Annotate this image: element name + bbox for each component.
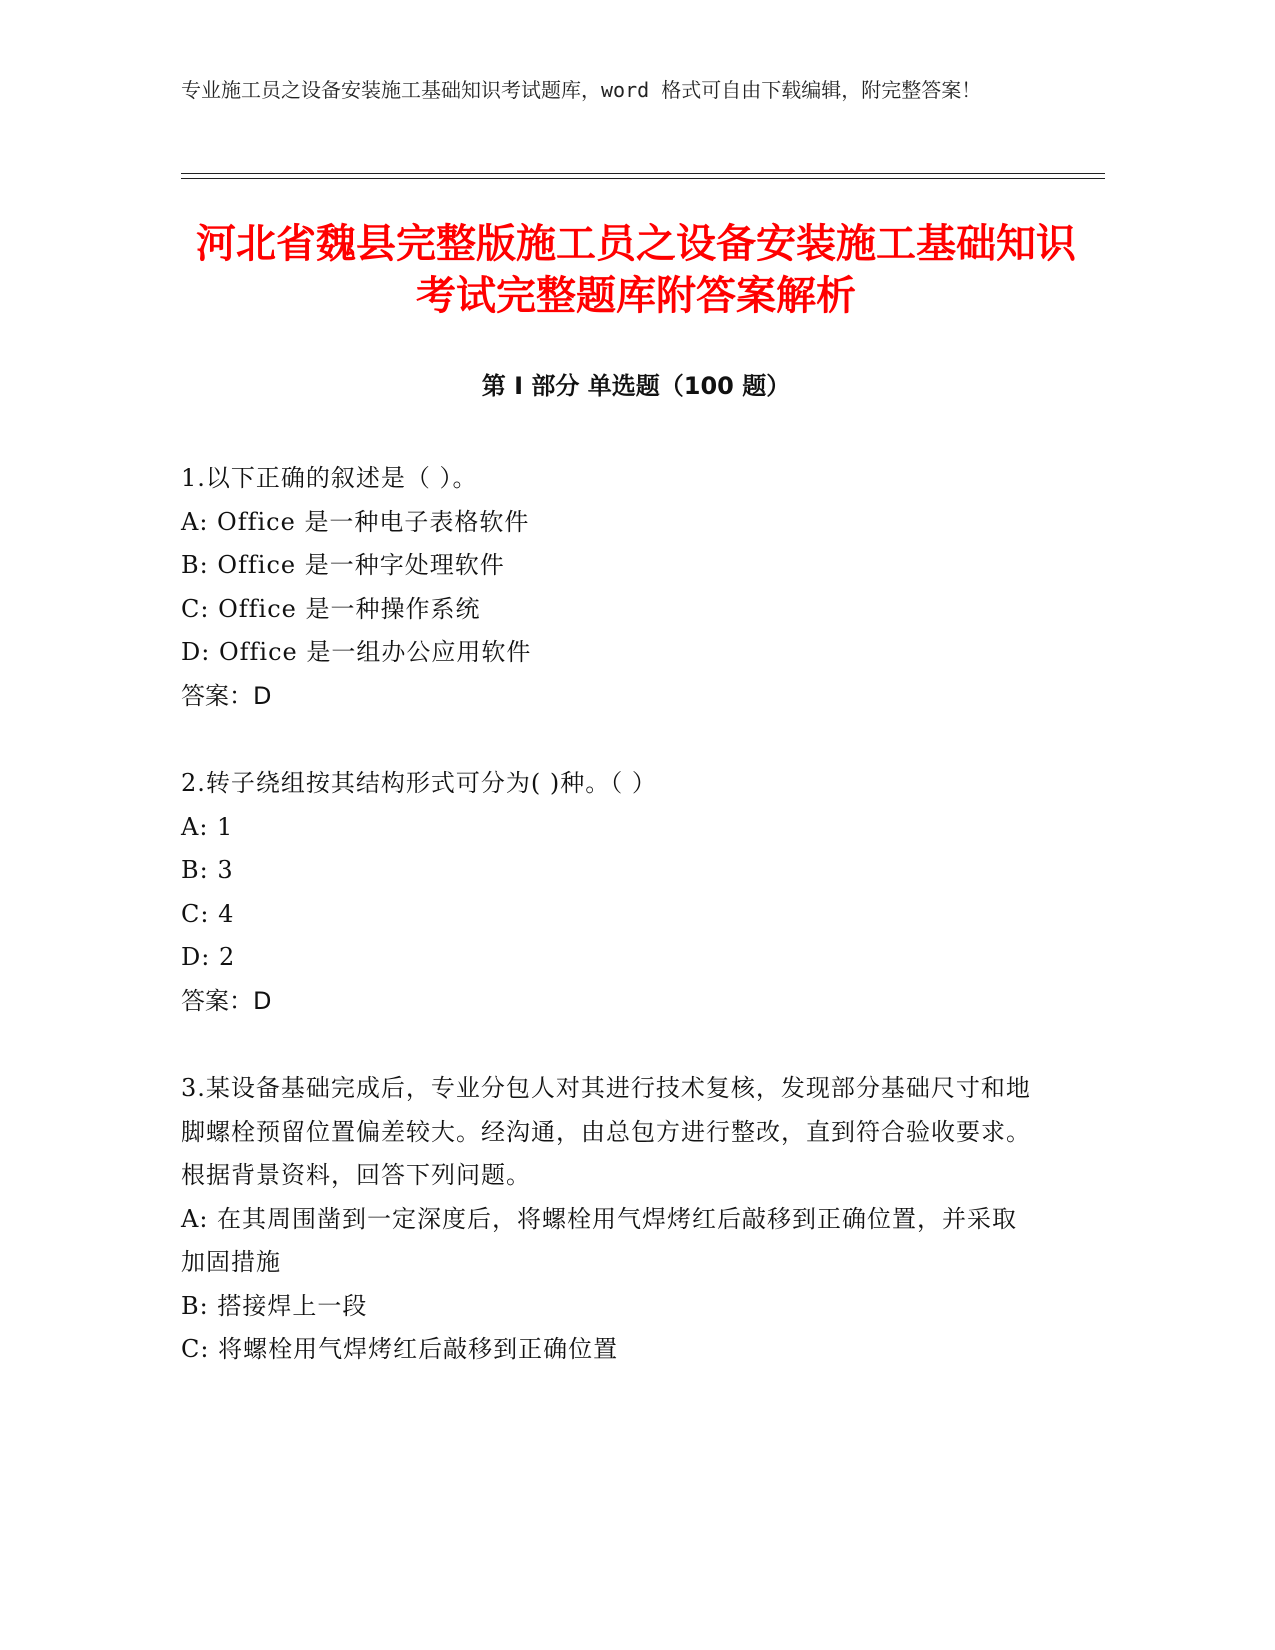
option-c: C: 将螺栓用气焊烤红后敲移到正确位置 [181, 1335, 619, 1363]
header-divider-top [181, 173, 1105, 174]
option-a: A: Office 是一种电子表格软件 [181, 507, 530, 536]
question-stem: 3.某设备基础完成后，专业分包人对其进行技术复核，发现部分基础尺寸和地脚螺栓预留位置偏差较大。经沟通，由总包方进行整改，直到符合验收要求。根据背景资料，回答下列问题。 [181, 1074, 1031, 1189]
header-divider-bottom [181, 178, 1105, 179]
answer: 答案：D [181, 986, 272, 1015]
question-1 [181, 457, 1031, 718]
option-b: B: 3 [181, 856, 234, 884]
answer: 答案：D [181, 681, 272, 710]
question-stem: 1.以下正确的叙述是（ ）。 [181, 464, 478, 492]
question-2 [181, 762, 1031, 1023]
document-title: 河北省魏县完整版施工员之设备安装施工基础知识考试完整题库附答案解析 [196, 221, 1076, 319]
section-heading: 第 I 部分 单选题（100 题） [481, 372, 791, 400]
option-c: C: Office 是一种操作系统 [181, 594, 481, 623]
question-list [181, 457, 1031, 1416]
option-b: B: 搭接焊上一段 [181, 1291, 368, 1320]
option-d: D: 2 [181, 943, 236, 971]
option-a: A: 1 [181, 812, 234, 841]
question-3 [181, 1067, 1031, 1372]
header-note: 专业施工员之设备安装施工基础知识考试题库，word 格式可自由下载编辑，附完整答案！ [181, 78, 982, 102]
option-c: C: 4 [181, 899, 235, 928]
option-d: D: Office 是一组办公应用软件 [181, 638, 532, 666]
option-b: B: Office 是一种字处理软件 [181, 551, 505, 579]
option-a: A: 在其周围凿到一定深度后，将螺栓用气焊烤红后敲移到正确位置，并采取加固措施 [181, 1204, 1018, 1276]
question-stem: 2.转子绕组按其结构形式可分为( )种。（ ） [181, 769, 657, 797]
